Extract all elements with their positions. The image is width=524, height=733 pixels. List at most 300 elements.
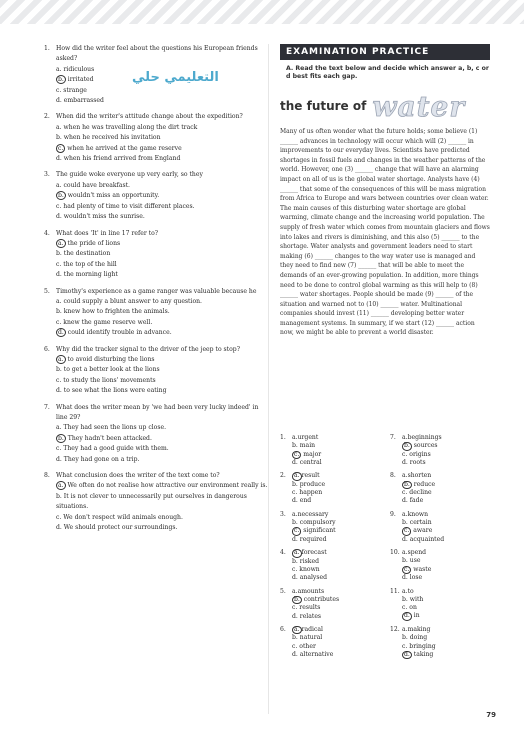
answer-option — [44, 423, 270, 433]
option-text: the pride of lions — [65, 239, 121, 247]
option-text: to — [407, 587, 414, 595]
answer-option — [390, 651, 490, 660]
option-text: could supply a blunt answer to any question. — [61, 297, 202, 305]
answer-block — [390, 626, 490, 659]
answer-first-line — [280, 472, 380, 481]
answer-first-line — [280, 588, 380, 596]
option-text: strange — [61, 86, 87, 94]
gap-number: 1. — [280, 434, 286, 441]
option-text: acquainted — [407, 535, 445, 543]
option-text: produce — [297, 480, 326, 488]
page-number: 79 — [486, 711, 496, 719]
answer-option — [44, 386, 270, 396]
circled-answer-letter: c. — [58, 144, 64, 152]
option-letter: d. — [292, 459, 298, 467]
option-letter: b. — [56, 308, 62, 316]
option-text: other — [297, 642, 316, 650]
answer-first-line — [390, 549, 490, 557]
option-text: certain — [407, 519, 432, 527]
option-letter: d. — [402, 574, 408, 582]
answer-option — [280, 651, 380, 659]
option-text: taking — [411, 650, 434, 658]
answer-option — [44, 123, 270, 133]
option-text: origins — [407, 450, 431, 458]
option-text: in — [411, 612, 420, 620]
question-4 — [44, 229, 270, 281]
option-text: when he arrived at the game reserve — [65, 144, 182, 152]
option-text: roots — [407, 459, 426, 467]
answer-option — [390, 481, 490, 490]
answer-option — [280, 459, 380, 467]
option-text: contributes — [301, 595, 340, 603]
circled-answer-letter: c. — [294, 527, 300, 535]
answer-option — [44, 239, 270, 249]
option-letter: c. — [292, 489, 298, 497]
option-letter: c. — [56, 376, 62, 384]
option-text: wouldn't miss an opportunity. — [65, 192, 160, 200]
answer-option — [44, 434, 270, 444]
answer-option — [44, 75, 270, 85]
option-letter: d. — [56, 524, 62, 532]
option-text: It is not clever to unnecessarily put ourselves in dangerous situations. — [56, 492, 247, 511]
answer-option — [44, 181, 270, 191]
answer-option — [280, 643, 380, 651]
option-text: when he was travelling along the dirt track — [61, 123, 198, 131]
answer-option — [390, 557, 490, 565]
option-text: amounts — [297, 587, 325, 595]
option-letter: d. — [56, 455, 62, 463]
answer-first-line — [390, 472, 490, 480]
option-letter: d. — [402, 535, 408, 543]
answer-first-line — [390, 511, 490, 519]
option-letter: a. — [56, 424, 62, 432]
answer-block — [280, 549, 380, 582]
answer-option — [280, 481, 380, 489]
option-text: end — [297, 497, 312, 505]
circled-answer-letter: a. — [58, 239, 64, 247]
option-text: happen — [297, 489, 323, 497]
option-text: They had seen the lions up close. — [61, 424, 167, 432]
answer-first-line — [390, 588, 490, 596]
option-text: result — [301, 472, 320, 480]
option-letter: d. — [292, 574, 298, 582]
option-text: compulsory — [297, 519, 336, 527]
gap-number: 8. — [390, 472, 396, 480]
option-letter: a. — [402, 434, 408, 441]
question-number: 2. — [44, 113, 50, 121]
option-text: necessary — [297, 510, 329, 518]
question-number: 5. — [44, 287, 50, 295]
circled-answer-letter: a. — [294, 625, 300, 633]
answer-option — [280, 574, 380, 582]
option-letter: b. — [56, 492, 62, 500]
answer-option — [390, 497, 490, 505]
question-2 — [44, 112, 270, 164]
examination-practice-section — [280, 44, 490, 338]
answer-option — [44, 249, 270, 259]
answer-block — [390, 549, 490, 582]
question-7 — [44, 403, 270, 465]
question-5 — [44, 287, 270, 339]
option-letter: c. — [402, 450, 408, 458]
gap-number: 3. — [280, 510, 286, 518]
option-text: could identify trouble in advance. — [65, 329, 172, 337]
option-text: to see what the lions were eating — [61, 387, 167, 395]
circled-answer-letter: b. — [58, 192, 64, 200]
answer-option — [44, 154, 270, 164]
answer-option — [390, 442, 490, 451]
option-text: They hadn't been attacked. — [65, 434, 152, 442]
option-letter: a. — [292, 587, 298, 595]
answer-option — [390, 596, 490, 604]
answer-option — [390, 566, 490, 575]
question-number: 8. — [44, 472, 50, 480]
option-text: on — [407, 604, 417, 612]
answer-option — [44, 376, 270, 386]
question-8 — [44, 471, 270, 533]
option-text: the top of the hill — [61, 260, 117, 268]
question-stem — [44, 229, 270, 239]
option-text: to get a better look at the lions — [61, 366, 160, 374]
answer-option — [390, 612, 490, 621]
option-letter: a. — [402, 587, 408, 595]
gap-number: 5. — [280, 587, 286, 595]
option-text: had plenty of time to visit different places. — [61, 202, 195, 210]
question-stem — [44, 403, 270, 424]
option-letter: c. — [292, 642, 298, 650]
option-letter: b. — [56, 250, 62, 258]
answer-option — [44, 212, 270, 222]
option-text: main — [297, 442, 316, 450]
option-letter: d. — [292, 612, 298, 620]
answer-option — [390, 489, 490, 497]
option-text: results — [297, 604, 321, 612]
option-letter: a. — [292, 510, 298, 518]
answer-block — [280, 511, 380, 544]
answer-option — [44, 86, 270, 96]
option-text: decline — [407, 489, 432, 497]
question-text: Why did the tracker signal to the driver of the jeep to stop? — [56, 345, 240, 353]
option-letter: c. — [292, 565, 298, 573]
article-title-text: the future of — [280, 99, 367, 113]
option-text: when his friend arrived from England — [61, 155, 181, 163]
answer-block — [390, 472, 490, 505]
option-letter: d. — [402, 459, 408, 467]
answer-option — [390, 634, 490, 642]
answer-first-line — [280, 511, 380, 519]
option-text: major — [301, 450, 322, 458]
option-text: knew how to frighten the animals. — [61, 308, 170, 316]
option-text: We don't respect wild animals enough. — [61, 513, 183, 521]
option-text: central — [297, 459, 322, 467]
question-text: How did the writer feel about the questions his European friends asked? — [56, 45, 258, 63]
option-text: They had gone on a trip. — [61, 455, 140, 463]
option-letter: b. — [292, 634, 298, 642]
option-text: wouldn't miss the sunrise. — [61, 213, 145, 221]
comprehension-questions — [44, 44, 270, 539]
gap-number: 12. — [390, 625, 400, 633]
option-letter: c. — [56, 318, 62, 326]
option-text: the destination — [61, 250, 111, 258]
circled-answer-letter: b. — [404, 480, 410, 488]
answer-option — [280, 634, 380, 642]
option-letter: c. — [402, 489, 408, 497]
circled-answer-letter: a. — [58, 482, 64, 490]
option-letter: b. — [292, 557, 298, 565]
option-letter: c. — [56, 513, 62, 521]
cloze-answer-options — [280, 434, 490, 664]
answer-option — [44, 455, 270, 465]
circled-answer-letter: a. — [294, 472, 300, 480]
circled-answer-letter: b. — [58, 434, 64, 442]
answer-option — [44, 65, 270, 75]
circled-answer-letter: b. — [58, 76, 64, 84]
option-text: spend — [407, 549, 427, 557]
option-text: urgent — [297, 434, 319, 441]
option-text: embarrassed — [61, 97, 104, 105]
circled-answer-letter: b. — [404, 442, 410, 450]
question-number: 7. — [44, 403, 50, 411]
option-text: doing — [407, 634, 428, 642]
answer-column-right — [390, 434, 490, 664]
circled-answer-letter: d. — [404, 612, 410, 620]
answer-option — [44, 96, 270, 106]
answer-first-line — [390, 434, 490, 442]
answer-option — [280, 527, 380, 536]
circled-answer-letter: c. — [404, 565, 410, 573]
option-text: to study the lions' movements — [61, 376, 156, 384]
option-letter: d. — [56, 387, 62, 395]
option-text: reduce — [411, 480, 436, 488]
option-letter: d. — [292, 497, 298, 505]
option-letter: d. — [56, 97, 62, 105]
option-letter: a. — [56, 65, 62, 73]
answer-option — [280, 451, 380, 460]
question-stem — [44, 170, 270, 180]
option-letter: c. — [402, 604, 408, 612]
answer-block — [390, 588, 490, 621]
option-letter: d. — [292, 651, 298, 659]
option-letter: d. — [292, 535, 298, 543]
option-letter: b. — [402, 557, 408, 565]
option-text: lose — [407, 574, 423, 582]
option-letter: c. — [56, 445, 62, 453]
decorative-header-band — [0, 0, 524, 24]
answer-option — [44, 355, 270, 365]
option-letter: b. — [402, 634, 408, 642]
answer-option — [390, 574, 490, 582]
question-stem — [44, 112, 270, 122]
question-text: What conclusion does the writer of the text come to? — [56, 472, 220, 480]
answer-option — [280, 604, 380, 612]
option-letter: a. — [402, 472, 408, 480]
answer-first-line — [390, 626, 490, 634]
answer-option — [390, 536, 490, 544]
answer-option — [280, 489, 380, 497]
option-letter: c. — [56, 260, 62, 268]
answer-block — [280, 434, 380, 467]
option-text: required — [297, 535, 327, 543]
option-letter: d. — [56, 271, 62, 279]
gap-number: 6. — [280, 625, 286, 633]
option-letter: a. — [402, 625, 408, 633]
option-text: known — [407, 510, 429, 518]
answer-option — [280, 519, 380, 527]
option-text: forecast — [301, 549, 327, 557]
option-text: risked — [297, 557, 319, 565]
option-text: beginnings — [407, 434, 442, 441]
option-text: known — [297, 565, 320, 573]
question-text: What does the writer mean by 'we had been very lucky indeed' in line 29? — [56, 403, 259, 421]
gap-number: 10. — [390, 549, 400, 557]
option-letter: b. — [292, 519, 298, 527]
option-text: the morning light — [61, 271, 118, 279]
option-letter: d. — [56, 213, 62, 221]
answer-option — [44, 492, 270, 513]
option-letter: a. — [56, 123, 62, 131]
gap-number: 4. — [280, 549, 286, 557]
answer-option — [280, 566, 380, 574]
circled-answer-letter: c. — [404, 527, 410, 535]
circled-answer-letter: d. — [58, 329, 64, 337]
circled-answer-letter: d. — [404, 650, 410, 658]
question-stem — [44, 44, 270, 65]
option-text: sources — [411, 442, 438, 450]
option-text: radical — [301, 625, 323, 633]
answer-first-line — [280, 626, 380, 635]
answer-option — [44, 297, 270, 307]
answer-option — [390, 519, 490, 527]
question-6 — [44, 345, 270, 397]
circled-answer-letter: b. — [294, 595, 300, 603]
option-text: We often do not realise how attractive our environment really is. — [65, 482, 268, 490]
option-text: shorten — [407, 472, 432, 480]
question-text: What does 'It' in line 17 refer to? — [56, 229, 159, 237]
option-text: relates — [297, 612, 322, 620]
option-letter: a. — [56, 297, 62, 305]
cloze-passage: Many of us often wonder what the future holds; some believe (1) ______ advances in technology will occur which will (2) ______ in improvements to our everyday lives. Scientists have predicted shortages in fossil fuels and changes in the weather patterns of the world. However, one (3) ______ change that will have an alarming impact on all of us is the global water shortage. Analysts have (4) ______ that some of the consequences of this will be mass migration from Africa to Europe and wars between countries over clean water. The main causes of this disturbing water shortage are global warming, climate change and the increasing world population. The supply of fresh water which comes from mountain glaciers and flows into lakes and rivers is diminishing, and this also (5) ______ to the shortage. Water analysts and government leaders need to start making (6) ______ changes to the way water use is managed and they need to find new (7) ______ that will be able to meet the demands of an ever-growing population. In addition, more things need to be done to control global warming as this will help to (8) ______ water shortages. People should be made (9) ______ of the situation and warned not to (10) ______ water. Multinational companies should invest (11) ______ developing better water management systems. In summary, if we start (12) ______ action now, we might be able to prevent a world disaster. — [280, 128, 490, 337]
option-text: bringing — [407, 642, 436, 650]
answer-first-line — [280, 549, 380, 558]
option-letter: d. — [56, 155, 62, 163]
option-text: fade — [407, 497, 424, 505]
answer-option — [44, 307, 270, 317]
answer-option — [44, 144, 270, 154]
answer-option — [280, 596, 380, 605]
option-letter: b. — [56, 366, 62, 374]
answer-option — [390, 527, 490, 536]
option-letter: c. — [56, 202, 62, 210]
answer-block — [280, 588, 380, 621]
question-text: Timothy's experience as a game ranger was valuable because he — [56, 287, 257, 295]
answer-option — [44, 133, 270, 143]
answer-option — [280, 497, 380, 505]
answer-option — [44, 365, 270, 375]
section-banner: EXAMINATION PRACTICE — [280, 44, 490, 60]
answer-column-left — [280, 434, 380, 664]
option-letter: b. — [56, 134, 62, 142]
question-1 — [44, 44, 270, 106]
option-text: could have breakfast. — [61, 181, 130, 189]
question-stem — [44, 345, 270, 355]
option-text: use — [407, 557, 421, 565]
instruction-text: A. Read the text below and decide which answer a, b, c or d best fits each gap. — [286, 65, 489, 80]
answer-block — [280, 472, 380, 505]
answer-option — [390, 451, 490, 459]
gap-number: 11. — [390, 587, 400, 595]
question-number: 4. — [44, 229, 50, 237]
option-text: They had a good guide with them. — [61, 445, 169, 453]
option-text: to avoid disturbing the lions — [65, 355, 155, 363]
question-stem — [44, 287, 270, 297]
option-letter: a. — [56, 181, 62, 189]
answer-option — [280, 442, 380, 450]
option-text: analysed — [297, 574, 327, 582]
answer-block — [390, 434, 490, 467]
option-letter: b. — [402, 595, 408, 603]
option-text: making — [407, 625, 431, 633]
option-text: We should protect our surroundings. — [61, 524, 178, 532]
answer-option — [390, 643, 490, 651]
option-text: when he received his invitation — [61, 134, 161, 142]
question-text: The guide woke everyone up very early, so they — [56, 171, 203, 179]
circled-answer-letter: a. — [58, 355, 64, 363]
answer-option — [44, 318, 270, 328]
answer-option — [44, 270, 270, 280]
option-text: waste — [411, 565, 432, 573]
question-3 — [44, 170, 270, 222]
option-text: irritated — [65, 76, 94, 84]
question-number: 6. — [44, 345, 50, 353]
answer-option — [44, 513, 270, 523]
question-text: When did the writer's attitude change about the expedition? — [56, 113, 243, 121]
option-letter: c. — [402, 642, 408, 650]
option-letter: b. — [292, 480, 298, 488]
option-text: ridiculous — [61, 65, 95, 73]
option-letter: b. — [402, 519, 408, 527]
option-text: significant — [301, 527, 336, 535]
option-letter: c. — [56, 86, 62, 94]
option-text: aware — [411, 527, 433, 535]
option-text: with — [407, 595, 424, 603]
answer-option — [390, 604, 490, 612]
answer-option — [390, 459, 490, 467]
option-letter: c. — [292, 604, 298, 612]
option-text: alternative — [297, 651, 334, 659]
answer-option — [44, 202, 270, 212]
answer-option — [280, 613, 380, 621]
option-letter: b. — [292, 442, 298, 450]
gap-number: 9. — [390, 510, 396, 518]
answer-option — [44, 260, 270, 270]
answer-option — [44, 481, 270, 491]
option-text: knew the game reserve well. — [61, 318, 153, 326]
question-stem — [44, 471, 270, 481]
answer-option — [44, 523, 270, 533]
article-title-art: water — [372, 89, 466, 123]
option-letter: a. — [402, 510, 408, 518]
circled-answer-letter: c. — [294, 450, 300, 458]
question-number: 3. — [44, 171, 50, 179]
option-letter: a. — [292, 434, 298, 441]
gap-number: 2. — [280, 472, 286, 480]
watermark-logo: التعليمي حلي — [132, 70, 219, 85]
gap-number: 7. — [390, 434, 396, 441]
answer-first-line — [280, 434, 380, 442]
answer-option — [44, 191, 270, 201]
answer-option — [280, 558, 380, 566]
question-number: 1. — [44, 45, 50, 52]
